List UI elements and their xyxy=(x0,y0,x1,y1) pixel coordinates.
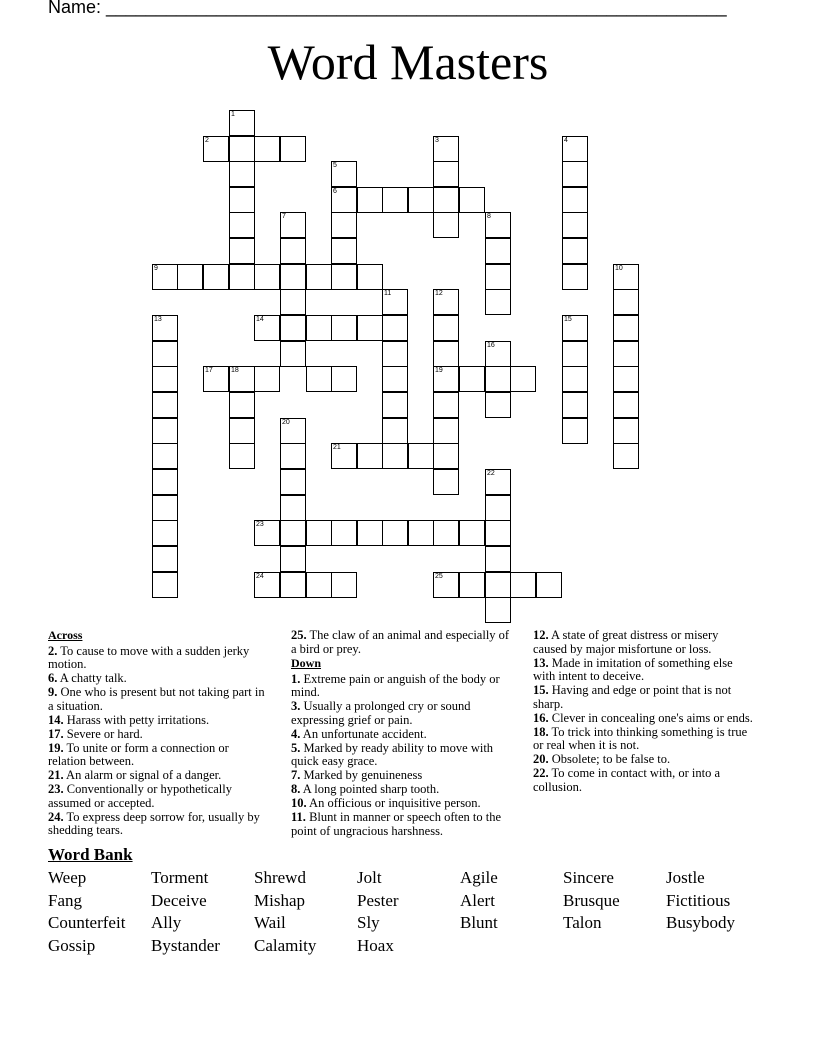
clue-number: 5. xyxy=(291,740,301,755)
clue-text: A state of great distress or misery caused by major misfortune or loss. xyxy=(533,628,719,656)
grid-cell[interactable] xyxy=(254,136,280,162)
grid-cell[interactable] xyxy=(280,572,306,598)
grid-cell[interactable] xyxy=(485,520,511,546)
grid-cell[interactable] xyxy=(536,572,562,598)
down-clue xyxy=(291,728,513,742)
grid-cell[interactable] xyxy=(229,264,255,290)
grid-cell[interactable] xyxy=(229,212,255,238)
grid-cell[interactable] xyxy=(510,366,536,392)
clue-number: 25. xyxy=(291,628,307,642)
grid-cell[interactable] xyxy=(331,161,357,187)
grid-cell[interactable] xyxy=(331,520,357,546)
grid-cell[interactable] xyxy=(562,366,588,392)
across-heading: Across xyxy=(48,628,83,642)
across-clues-list xyxy=(48,645,270,838)
grid-cell[interactable] xyxy=(613,315,639,341)
grid-cell[interactable] xyxy=(152,315,178,341)
across-clue xyxy=(48,811,270,838)
grid-cell[interactable] xyxy=(613,264,639,290)
grid-cell[interactable] xyxy=(613,289,639,315)
grid-cell[interactable] xyxy=(306,366,332,392)
clue-text: Obsolete; to be false to. xyxy=(548,752,671,766)
clue-number: 11. xyxy=(291,810,306,824)
grid-cell[interactable] xyxy=(382,315,408,341)
across-clue xyxy=(48,714,270,728)
grid-cell[interactable] xyxy=(152,572,178,598)
grid-cell[interactable] xyxy=(306,315,332,341)
clue-number: 10. xyxy=(291,796,307,810)
word-bank-word: Agile xyxy=(460,868,498,887)
grid-cell[interactable] xyxy=(254,520,280,546)
grid-cell[interactable] xyxy=(280,495,306,521)
grid-cell[interactable] xyxy=(280,136,306,162)
clue-text: Severe or hard. xyxy=(63,726,143,741)
down-clue xyxy=(291,783,513,797)
across-clue xyxy=(48,783,270,810)
across-clue xyxy=(48,645,270,672)
word-bank-word: Brusque xyxy=(563,890,620,910)
clues-column-2 xyxy=(291,629,513,839)
clue-text: An officious or inquisitive person. xyxy=(306,796,481,810)
grid-cell[interactable] xyxy=(229,187,255,213)
clue-number: 1 xyxy=(231,111,235,118)
clue-text: One who is present but not taking part in a situation. xyxy=(48,685,265,713)
page-title: Word Masters xyxy=(267,34,549,90)
clue-number: 7. xyxy=(291,768,301,782)
clue-number: 4. xyxy=(291,726,301,741)
grid-cell[interactable] xyxy=(485,212,511,238)
clue-text: An alarm or signal of a danger. xyxy=(63,768,222,782)
word-bank-word: Mishap xyxy=(254,890,305,910)
across-clue xyxy=(291,629,513,656)
grid-cell[interactable] xyxy=(280,418,306,444)
grid-cell[interactable] xyxy=(613,366,639,392)
clue-number: 11 xyxy=(384,290,392,297)
grid-cell[interactable] xyxy=(229,238,255,264)
clue-number: 18 xyxy=(231,367,239,374)
down-clue xyxy=(533,726,755,753)
grid-cell[interactable] xyxy=(357,264,383,290)
grid-cell[interactable] xyxy=(177,264,203,290)
down-clue xyxy=(291,769,513,783)
down-clue xyxy=(533,753,755,767)
word-bank-word: Gossip xyxy=(48,936,96,956)
word-bank-word: Ally xyxy=(151,913,182,933)
grid-cell[interactable] xyxy=(331,264,357,290)
grid-cell[interactable] xyxy=(229,110,255,136)
grid-cell[interactable] xyxy=(152,418,178,444)
grid-cell[interactable] xyxy=(229,392,255,418)
clue-number: 6. xyxy=(48,671,58,685)
grid-cell[interactable] xyxy=(382,289,408,315)
grid-cell[interactable] xyxy=(433,418,459,444)
clues-column-1 xyxy=(48,629,270,838)
clue-number: 5 xyxy=(333,162,337,169)
grid-cell[interactable] xyxy=(280,469,306,495)
grid-cell[interactable] xyxy=(280,520,306,546)
clue-number: 8 xyxy=(487,213,491,220)
down-clue xyxy=(533,712,755,726)
grid-cell[interactable] xyxy=(408,520,434,546)
clue-number: 1. xyxy=(291,671,301,686)
grid-cell[interactable] xyxy=(280,315,306,341)
grid-cell[interactable] xyxy=(485,341,511,367)
grid-cell[interactable] xyxy=(433,520,459,546)
grid-cell[interactable] xyxy=(433,366,459,392)
word-bank-word: Weep xyxy=(48,868,87,887)
down-clues-continued xyxy=(533,629,755,794)
grid-cell[interactable] xyxy=(152,366,178,392)
down-clues-list xyxy=(291,673,513,839)
clue-text: To unite or form a connection or relation between. xyxy=(48,740,229,768)
grid-cell[interactable] xyxy=(433,315,459,341)
clue-number: 15. xyxy=(533,683,549,697)
grid-cell[interactable] xyxy=(613,392,639,418)
clue-number: 6 xyxy=(333,188,337,195)
grid-cell[interactable] xyxy=(280,341,306,367)
grid-cell[interactable] xyxy=(306,572,332,598)
grid-cell[interactable] xyxy=(562,212,588,238)
clue-number: 16. xyxy=(533,710,549,725)
clue-number: 9 xyxy=(154,265,158,272)
grid-cell[interactable] xyxy=(562,161,588,187)
clue-number: 3. xyxy=(291,699,301,713)
word-bank-word: Fang xyxy=(48,890,82,910)
clue-number: 3 xyxy=(435,137,439,144)
grid-cell[interactable] xyxy=(331,212,357,238)
grid-cell[interactable] xyxy=(562,315,588,341)
down-clue xyxy=(291,811,513,838)
clues-column-3 xyxy=(533,629,755,795)
grid-cell[interactable] xyxy=(357,520,383,546)
clue-number: 22. xyxy=(533,766,549,780)
grid-cell[interactable] xyxy=(382,341,408,367)
grid-cell[interactable] xyxy=(203,136,229,162)
clue-text: Usually a prolonged cry or sound expressing grief or pain. xyxy=(291,699,471,727)
across-clue xyxy=(48,686,270,713)
grid-cell[interactable] xyxy=(562,136,588,162)
grid-cell[interactable] xyxy=(280,264,306,290)
grid-cell[interactable] xyxy=(280,238,306,264)
grid-cell[interactable] xyxy=(357,443,383,469)
grid-cell[interactable] xyxy=(459,187,485,213)
clue-number: 19 xyxy=(435,367,443,374)
clue-number: 15 xyxy=(564,316,572,323)
grid-cell[interactable] xyxy=(613,418,639,444)
word-bank-word: Torment xyxy=(151,868,209,887)
grid-cell[interactable] xyxy=(459,572,485,598)
clue-number: 21. xyxy=(48,768,64,782)
grid-cell[interactable] xyxy=(485,392,511,418)
grid-cell[interactable] xyxy=(433,187,459,213)
across-clues-continued xyxy=(291,629,513,656)
clue-number: 2 xyxy=(205,137,209,144)
word-bank-word: Busybody xyxy=(666,913,735,933)
clue-number: 17. xyxy=(48,726,64,741)
clue-text: Having and edge or point that is not sharp. xyxy=(533,683,732,711)
grid-cell[interactable] xyxy=(229,418,255,444)
grid-cell[interactable] xyxy=(357,187,383,213)
grid-cell[interactable] xyxy=(331,315,357,341)
clue-text: Harass with petty irritations. xyxy=(63,712,210,727)
grid-cell[interactable] xyxy=(331,238,357,264)
grid-cell[interactable] xyxy=(562,238,588,264)
grid-cell[interactable] xyxy=(152,495,178,521)
grid-cell[interactable] xyxy=(229,366,255,392)
grid-cell[interactable] xyxy=(433,341,459,367)
clue-number: 17 xyxy=(205,367,213,374)
grid-cell[interactable] xyxy=(331,572,357,598)
word-bank-title: Word Bank xyxy=(48,845,133,864)
grid-cell[interactable] xyxy=(306,520,332,546)
clue-number: 12 xyxy=(435,290,443,297)
grid-cell[interactable] xyxy=(408,187,434,213)
clue-number: 7 xyxy=(282,213,286,220)
grid-cell[interactable] xyxy=(433,136,459,162)
clue-number: 20. xyxy=(533,752,549,766)
grid-cell[interactable] xyxy=(433,289,459,315)
clue-text: Clever in concealing one's aims or ends. xyxy=(548,710,753,725)
clue-number: 22 xyxy=(487,470,495,477)
grid-cell[interactable] xyxy=(382,187,408,213)
word-bank-word: Hoax xyxy=(357,936,394,956)
clue-text: To express deep sorrow for, usually by shedding tears. xyxy=(48,809,260,837)
grid-cell[interactable] xyxy=(382,418,408,444)
grid-cell[interactable] xyxy=(229,136,255,162)
grid-cell[interactable] xyxy=(485,264,511,290)
down-clue xyxy=(291,742,513,769)
word-bank-word: Jostle xyxy=(666,868,705,887)
grid-cell[interactable] xyxy=(485,469,511,495)
word-bank-word: Jolt xyxy=(357,868,382,887)
grid-cell[interactable] xyxy=(254,572,280,598)
clue-text: To come in contact with, or into a collusion. xyxy=(533,766,721,794)
word-bank-word: Sly xyxy=(357,913,380,933)
grid-cell[interactable] xyxy=(331,443,357,469)
grid-cell[interactable] xyxy=(613,443,639,469)
clue-number: 23. xyxy=(48,782,64,796)
grid-cell[interactable] xyxy=(562,187,588,213)
grid-cell[interactable] xyxy=(331,366,357,392)
grid-cell[interactable] xyxy=(562,418,588,444)
grid-cell[interactable] xyxy=(152,392,178,418)
clue-number: 21 xyxy=(333,444,341,451)
grid-cell[interactable] xyxy=(433,443,459,469)
down-heading: Down xyxy=(291,656,322,670)
grid-cell[interactable] xyxy=(382,392,408,418)
down-clue xyxy=(291,673,513,700)
clue-text: An unfortunate accident. xyxy=(300,726,427,741)
grid-cell[interactable] xyxy=(229,161,255,187)
clue-text: A long pointed sharp tooth. xyxy=(300,782,440,796)
clue-text: To cause to move with a sudden jerky motion. xyxy=(48,643,250,671)
clue-text: Marked by ready ability to move with quick easy grace. xyxy=(291,740,494,768)
clue-text: Blunt in manner or speech often to the point of ungracious harshness. xyxy=(291,810,502,838)
word-bank-word: Alert xyxy=(460,890,495,910)
grid-cell[interactable] xyxy=(280,212,306,238)
grid-cell[interactable] xyxy=(152,469,178,495)
grid-cell[interactable] xyxy=(254,315,280,341)
clue-number: 24. xyxy=(48,809,64,824)
grid-cell[interactable] xyxy=(433,469,459,495)
grid-cell[interactable] xyxy=(280,443,306,469)
grid-cell[interactable] xyxy=(280,289,306,315)
grid-cell[interactable] xyxy=(382,366,408,392)
word-bank-word: Sincere xyxy=(563,868,614,887)
grid-cell[interactable] xyxy=(485,597,511,623)
clue-number: 19. xyxy=(48,740,64,755)
grid-cell[interactable] xyxy=(433,212,459,238)
clue-number: 18. xyxy=(533,724,549,739)
word-bank-word: Blunt xyxy=(460,913,498,933)
clue-text: To trick into thinking something is true or real when it is not. xyxy=(533,724,748,752)
grid-cell[interactable] xyxy=(382,443,408,469)
grid-cell[interactable] xyxy=(562,264,588,290)
grid-cell[interactable] xyxy=(306,264,332,290)
grid-cell[interactable] xyxy=(152,520,178,546)
grid-cell[interactable] xyxy=(203,264,229,290)
grid-cell[interactable] xyxy=(357,315,383,341)
grid-cell[interactable] xyxy=(331,187,357,213)
grid-cell[interactable] xyxy=(408,443,434,469)
clue-text: Made in imitation of something else with intent to deceive. xyxy=(533,655,733,683)
clue-number: 2. xyxy=(48,643,58,658)
grid-cell[interactable] xyxy=(562,341,588,367)
grid-cell[interactable] xyxy=(280,546,306,572)
down-clue xyxy=(291,700,513,727)
clue-number: 14 xyxy=(256,316,264,323)
across-clue xyxy=(48,769,270,783)
grid-cell[interactable] xyxy=(152,341,178,367)
clue-number: 13. xyxy=(533,655,549,670)
word-bank-word: Shrewd xyxy=(254,868,306,887)
grid-cell[interactable] xyxy=(152,546,178,572)
grid-cell[interactable] xyxy=(433,161,459,187)
grid-cell[interactable] xyxy=(485,366,511,392)
clue-number: 25 xyxy=(435,573,443,580)
word-bank-word: Calamity xyxy=(254,936,317,956)
clue-text: The claw of an animal and especially of a bird or prey. xyxy=(291,628,510,656)
name-line[interactable]: Name: ______________________________________________________________ xyxy=(48,0,727,17)
clue-number: 9. xyxy=(48,685,58,699)
clue-number: 4 xyxy=(564,137,568,144)
word-bank-word: Fictitious xyxy=(666,890,731,910)
clue-number: 12. xyxy=(533,628,549,642)
grid-cell[interactable] xyxy=(382,520,408,546)
clue-number: 20 xyxy=(282,419,290,426)
grid-cell[interactable] xyxy=(485,289,511,315)
clue-number: 10 xyxy=(615,265,623,272)
grid-cell[interactable] xyxy=(254,366,280,392)
grid-cell[interactable] xyxy=(459,520,485,546)
down-clue xyxy=(533,629,755,656)
grid-cell[interactable] xyxy=(562,392,588,418)
word-bank-word: Bystander xyxy=(151,936,220,956)
grid-cell[interactable] xyxy=(459,366,485,392)
word-bank-word: Deceive xyxy=(151,890,207,910)
word-bank-word: Wail xyxy=(254,913,286,933)
down-clue xyxy=(291,797,513,811)
clue-text: Conventionally or hypothetically assumed or accepted. xyxy=(48,782,232,810)
clue-number: 13 xyxy=(154,316,162,323)
down-clue xyxy=(533,657,755,684)
grid-cell[interactable] xyxy=(203,366,229,392)
grid-cell[interactable] xyxy=(229,443,255,469)
clue-text: Extreme pain or anguish of the body or mind. xyxy=(291,671,500,699)
word-bank-word: Counterfeit xyxy=(48,913,126,933)
grid-cell[interactable] xyxy=(152,264,178,290)
clue-number: 23 xyxy=(256,521,264,528)
down-clue xyxy=(533,684,755,711)
grid-cell[interactable] xyxy=(613,341,639,367)
clue-text: Marked by genuineness xyxy=(300,768,423,782)
across-clue xyxy=(48,728,270,742)
clue-number: 14. xyxy=(48,712,64,727)
grid-cell[interactable] xyxy=(152,443,178,469)
word-bank-word: Talon xyxy=(563,913,602,933)
grid-cell[interactable] xyxy=(510,572,536,598)
grid-cell[interactable] xyxy=(485,572,511,598)
clue-number: 16 xyxy=(487,342,495,349)
grid-cell[interactable] xyxy=(485,546,511,572)
word-bank-word: Pester xyxy=(357,890,399,910)
across-clue xyxy=(48,672,270,686)
grid-cell[interactable] xyxy=(485,495,511,521)
down-clue xyxy=(533,767,755,794)
clue-text: A chatty talk. xyxy=(57,671,127,685)
grid-cell[interactable] xyxy=(485,238,511,264)
grid-cell[interactable] xyxy=(433,392,459,418)
clue-number: 8. xyxy=(291,782,301,796)
clue-number: 24 xyxy=(256,573,264,580)
grid-cell[interactable] xyxy=(254,264,280,290)
across-clue xyxy=(48,742,270,769)
grid-cell[interactable] xyxy=(433,572,459,598)
